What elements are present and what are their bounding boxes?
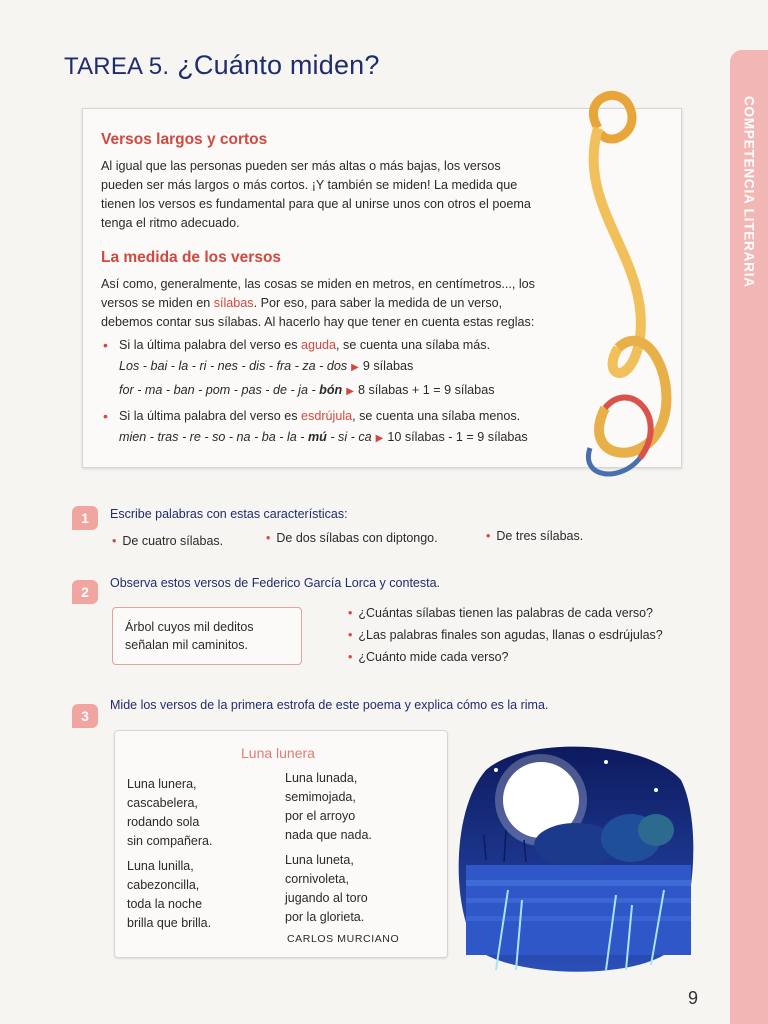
triangle-arrow-icon: ▶ (375, 433, 384, 444)
lorca-verse-box (112, 607, 302, 665)
rule-aguda: • Si la última palabra del verso es aguda, se cuenta una sílaba más. (103, 337, 491, 353)
page-title (64, 50, 380, 81)
paragraph-versos: Al igual que las personas pueden ser más altas o más bajas, los versos pueden ser más largos o más cortos. ¡Y también se miden! La medida que tienen los versos es fundamental para que al unirse unos con otros el poema tenga el ritmo adecuado. (101, 159, 531, 230)
bullet-icon: • (348, 650, 353, 664)
poem-title: Luna lunera (241, 745, 315, 761)
example-1: Los - bai - la - ri - nes - dis - fra - za - dos ▶ 9 sílabas (119, 359, 414, 373)
rule-esdrujula: • Si la última palabra del verso es esdrújula, se cuenta una sílaba menos. (103, 408, 521, 424)
tape-measure-icon (540, 88, 680, 488)
activity-1-item: • De cuatro sílabas. (112, 534, 224, 548)
question-list (348, 602, 663, 668)
activity-3-text: Mide los versos de la primera estrofa de este poema y explica cómo es la rima. (110, 698, 549, 712)
bullet-icon: • (486, 529, 491, 543)
page-number: 9 (688, 988, 699, 1008)
bullet-icon: • (348, 606, 353, 620)
triangle-arrow-icon: ▶ (346, 386, 354, 397)
activity-2-number: 2 (72, 580, 98, 604)
poem-stanza: Luna lunera, cascabelera, rodando sola sin compañera. (127, 777, 213, 848)
task-title: ¿Cuánto miden? (177, 50, 380, 80)
poem-stanza: Luna lunada, semimojada, por el arroyo nada que nada. (285, 771, 372, 842)
bullet-icon: • (103, 337, 108, 353)
activity-1-item: • De tres sílabas. (486, 529, 584, 543)
example-2: for - ma - ban - pom - pas - de - ja - bón ▶ 8 sílabas + 1 = 9 sílabas (119, 383, 495, 397)
activity-3-number: 3 (72, 704, 98, 728)
poem-box (114, 730, 448, 958)
heading-versos-largos: Versos largos y cortos (101, 131, 268, 148)
poem-author: CARLOS MURCIANO (287, 933, 400, 945)
side-tab-label: COMPETENCIA LITERARIA (741, 96, 757, 288)
example-3: mien - tras - re - so - na - ba - la - mú - si - ca ▶ 10 sílabas - 1 = 9 sílabas (119, 430, 528, 444)
activity-2-text: Observa estos versos de Federico García Lorca y contesta. (110, 576, 441, 590)
poem-stanza: Luna lunilla, cabezoncilla, toda la noche brilla que brilla. (127, 859, 212, 930)
task-number: TAREA 5. (64, 53, 170, 80)
triangle-arrow-icon: ▶ (351, 362, 359, 373)
highlight-silabas: sílabas (213, 296, 254, 310)
verse-line: señalan mil caminitos. (125, 638, 248, 652)
question-item: • ¿Las palabras finales son agudas, llanas o esdrújulas? (348, 628, 663, 642)
bullet-icon: • (112, 534, 117, 548)
activity-1-number: 1 (72, 506, 98, 530)
question-item: • ¿Cuántas sílabas tienen las palabras de cada verso? (348, 606, 654, 620)
question-item: • ¿Cuánto mide cada verso? (348, 650, 509, 664)
activity-1-item: • De dos sílabas con diptongo. (266, 531, 438, 545)
activity-1-text: Escribe palabras con estas características: (110, 507, 348, 521)
heading-medida: La medida de los versos (101, 249, 282, 266)
bullet-icon: • (103, 408, 108, 424)
verse-line: Árbol cuyos mil deditos (125, 620, 254, 634)
moon-night-illustration (456, 740, 696, 972)
bullet-icon: • (266, 531, 271, 545)
paragraph-medida: Así como, generalmente, las cosas se miden en metros, en centímetros..., los versos se miden en sílabas. Por eso, para saber la medida de un verso, debemos contar sus sílabas. Al hacerlo hay que tener en cuenta estas reglas: (101, 277, 535, 329)
bullet-icon: • (348, 628, 353, 642)
poem-stanza: Luna luneta, cornivoleta, jugando al toro por la glorieta. (285, 853, 368, 924)
